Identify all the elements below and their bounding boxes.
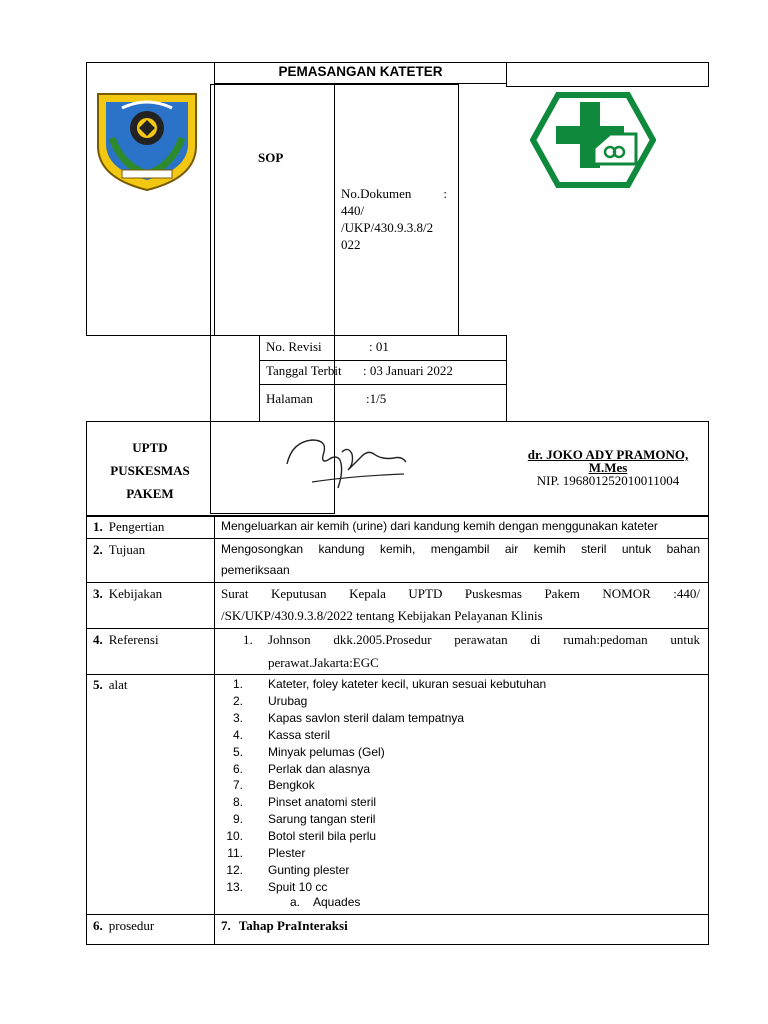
alat-item-text: Kassa steril (268, 727, 331, 742)
alat-item-num: 12. (226, 862, 243, 877)
signer-title: M.Mes (588, 460, 628, 475)
alat-item-text: Kateter, foley kateter kecil, ukuran sesuai kebutuhan (268, 677, 547, 691)
issue-date-label: Tanggal Terbit (266, 363, 342, 378)
row-prosedur-num: 6. (93, 918, 103, 933)
alat-item-text: Urubag (268, 693, 308, 708)
page-value: :1/5 (366, 391, 387, 406)
alat-sub-num: a. (290, 895, 301, 909)
alat-item-text: Perlak dan alasnya (268, 761, 371, 776)
signer-name: dr. JOKO ADY PRAMONO, (527, 447, 689, 462)
right-logo-box (506, 62, 709, 87)
prosedur-step (221, 918, 348, 934)
row-kebijakan-line2: /SK/UKP/430.9.3.8/2022 tentang Kebijakan Pelayanan Klinis (221, 608, 543, 623)
row-tujuan-num: 2. (93, 542, 103, 557)
row-prosedur-title: prosedur (108, 918, 155, 933)
alat-item-num: 1. (232, 677, 243, 691)
doc-number-colon: : (443, 186, 447, 201)
row-tujuan-label (93, 542, 145, 558)
alat-item-num: 5. (232, 744, 243, 759)
row-kebijakan-num: 3. (93, 586, 103, 601)
row-referensi-item-num: 1. (243, 632, 253, 647)
alat-item-num: 6. (232, 761, 243, 776)
alat-item-num: 8. (232, 795, 243, 810)
alat-item-num: 9. (232, 812, 243, 827)
alat-item-text: Gunting plester (268, 862, 350, 877)
doc-number-line2: /UKP/430.9.3.8/2 (341, 220, 434, 235)
row-alat-title: alat (108, 677, 128, 692)
row-pengertian-num: 1. (93, 519, 103, 534)
row-referensi-line2: perawat.Jakarta:EGC (268, 655, 379, 670)
doc-number-line3: 022 (341, 237, 361, 252)
regency-seal-logo (92, 86, 202, 194)
row-referensi-line1: Johnson dkk.2005.Prosedur perawatan di rumah:pedoman untuk (268, 632, 700, 647)
row-referensi-title: Referensi (108, 632, 159, 647)
org-line-1: UPTD (132, 440, 168, 455)
row-pengertian-title: Pengertian (108, 519, 165, 534)
alat-item-num: 2. (232, 693, 243, 708)
line-meta-1 (259, 360, 507, 361)
page-label: Halaman (266, 391, 313, 406)
prosedur-step-num: 7. (221, 918, 231, 933)
row-pengertian-text: Mengeluarkan air kemih (urine) dari kandung kemih dengan menggunakan kateter (221, 519, 658, 533)
puskesmas-logo (530, 92, 656, 188)
alat-item-num: 4. (232, 727, 243, 742)
revision-value: : 01 (369, 339, 389, 354)
alat-item-num: 10. (226, 829, 243, 844)
row-tujuan-line2: pemeriksaan (221, 563, 290, 577)
line-top-meta (86, 335, 507, 336)
row-alat-num: 5. (93, 677, 103, 692)
alat-item-text: Bengkok (268, 778, 315, 793)
alat-item-text: Botol steril bila perlu (268, 829, 377, 844)
sop-label: SOP (258, 150, 284, 165)
line-meta-right (506, 335, 507, 422)
alat-item-num: 3. (232, 710, 243, 725)
row-referensi-num: 4. (93, 632, 103, 647)
line-meta-2 (259, 384, 507, 385)
row-divider-4 (86, 674, 709, 675)
row-alat-label (93, 677, 128, 693)
body-table (86, 516, 709, 945)
row-divider-5 (86, 914, 709, 915)
body-col-divider (214, 516, 215, 945)
signer-nip: NIP. 196801252010011004 (536, 473, 680, 488)
alat-item-text: Minyak pelumas (Gel) (268, 744, 385, 759)
doc-number (341, 185, 449, 253)
alat-item-num: 11. (227, 846, 243, 860)
doc-number-label: No.Dokumen (341, 186, 412, 201)
alat-item-text: Pinset anatomi steril (268, 795, 377, 810)
row-divider-2 (86, 582, 709, 583)
signer-block (513, 448, 703, 487)
issue-date-value: : 03 Januari 2022 (363, 363, 453, 378)
row-kebijakan-line1: Surat Keputusan Kepala UPTD Puskesmas Pakem NOMOR :440/ (221, 586, 700, 601)
org-line-3: PAKEM (126, 486, 174, 501)
alat-sub-text: Aquades (313, 895, 361, 909)
row-divider-1 (86, 538, 709, 539)
alat-item-text: Kapas savlon steril dalam tempatnya (268, 710, 465, 725)
doc-number-line1: 440/ (341, 203, 365, 218)
alat-item-text: Sarung tangan steril (268, 812, 376, 827)
org-name (92, 436, 208, 505)
alat-item-num: 13. (226, 879, 243, 894)
row-kebijakan-label (93, 586, 162, 602)
page-title: PEMASANGAN KATETER (278, 64, 443, 79)
signature-image (282, 430, 412, 492)
alat-item-text: Plester (268, 846, 306, 860)
row-tujuan-line1: Mengosongkan kandung kemih, mengambil air kemih steril untuk bahan (221, 542, 700, 556)
row-tujuan-title: Tujuan (108, 542, 146, 557)
revision-label: No. Revisi (266, 339, 322, 354)
org-line-2: PUSKESMAS (110, 463, 190, 478)
alat-item-num: 7. (232, 778, 243, 793)
row-referensi-label (93, 632, 159, 648)
alat-item-text: Spuit 10 cc (268, 879, 328, 894)
row-prosedur-label (93, 918, 154, 934)
line-meta-left (259, 335, 260, 422)
row-divider-3 (86, 628, 709, 629)
prosedur-step-text: Tahap PraInteraksi (238, 918, 348, 933)
row-pengertian-label (93, 519, 164, 535)
row-kebijakan-title: Kebijakan (108, 586, 163, 601)
